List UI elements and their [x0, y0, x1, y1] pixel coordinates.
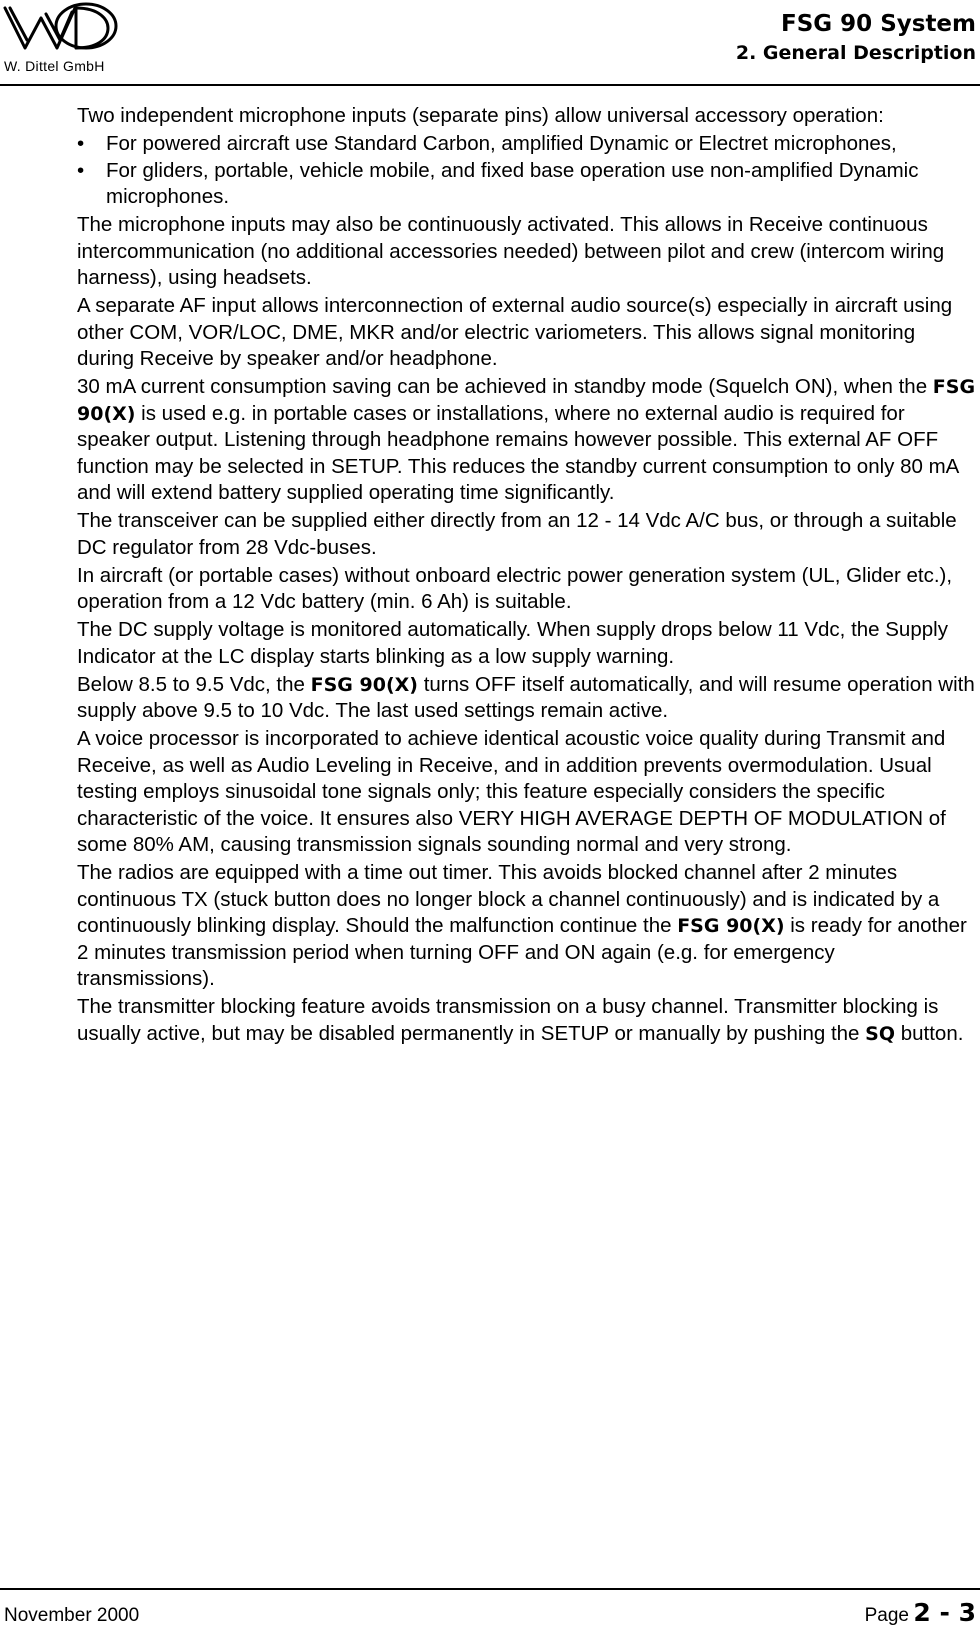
paragraph	[77, 374, 977, 507]
list-item-text: For powered aircraft use Standard Carbon, amplified Dynamic or Electret microphones,	[106, 132, 897, 155]
paragraph-text: button.	[900, 1021, 964, 1045]
bullet-list	[77, 131, 977, 211]
paragraph: A separate AF input allows interconnection of external audio source(s) especially in aircraft using other COM, VOR/LOC, DME, MKR and/or electric variometers. This allows signal monitoring during Receive by speaker and/or headphone.	[77, 294, 953, 370]
header-divider	[0, 84, 980, 86]
header-titles	[736, 10, 976, 68]
paragraph-text: 30 mA current consumption saving can be achieved in standby mode (Squelch ON), when the	[77, 375, 928, 398]
product-name: FSG 90(X)	[77, 376, 976, 425]
paragraph: A voice processor is incorporated to achieve identical acoustic voice quality during Transmit and Receive, as well as Audio Leveling in Receive, and in addition prevents overmodulation. Usual testing employs sinusoidal tone signals only; this feature especially considers the specific characteristic of the voice. It ensures also VERY HIGH AVERAGE DEPTH OF MODULATION of some 80% AM, causing transmission signals sounding normal and very strong.	[77, 727, 946, 856]
list-item-text: For gliders, portable, vehicle mobile, and fixed base operation use non-amplified Dynamic microphones.	[106, 158, 919, 208]
page-body	[77, 103, 977, 1049]
paragraph: The transceiver can be supplied either directly from an 12 - 14 Vdc A/C bus, or through a suitable DC regulator from 28 Vdc-buses.	[77, 509, 957, 559]
product-name: FSG 90(X)	[310, 673, 418, 696]
wd-logo-mark-icon	[2, 2, 122, 62]
paragraph: The microphone inputs may also be continuously activated. This allows in Receive continuous intercommunication (no additional accessories needed) between pilot and crew (intercom wiring harness), using headsets.	[77, 213, 945, 289]
section-title: 2. General Description	[735, 42, 976, 64]
page-number: 2 - 3	[913, 1598, 976, 1627]
paragraph	[77, 672, 977, 725]
list-item	[77, 131, 977, 158]
paragraph-text: Below 8.5 to 9.5 Vdc, the	[77, 672, 305, 696]
page-label: Page	[864, 1605, 909, 1626]
company-name: W. Dittel GmbH	[4, 58, 105, 74]
paragraph-text: turns OFF itself automatically, and will resume operation with supply above 9.5 to 10 Vdc. The last used settings remain active.	[77, 672, 975, 722]
footer-divider	[0, 1588, 980, 1590]
paragraph: In aircraft (or portable cases) without onboard electric power generation system (UL, Glider etc.), operation from a 12 Vdc battery (min. 6 Ah) is suitable.	[77, 563, 953, 613]
bullet-icon: •	[77, 132, 85, 155]
paragraph	[77, 860, 977, 993]
paragraph-text: The radios are equipped with a time out timer. This avoids blocked channel after 2 minutes continuous TX (stuck button does no longer block a channel continuously) and is indicated by a continuously blinking display. Should the malfunction continue the	[77, 861, 940, 937]
page-indicator	[865, 1598, 976, 1627]
product-name: FSG 90(X)	[677, 915, 785, 937]
paragraph: The DC supply voltage is monitored automatically. When supply drops below 11 Vdc, the Supply Indicator at the LC display starts blinking as a low supply warning.	[77, 618, 948, 668]
paragraph-text: is ready for another 2 minutes transmission period when turning OFF and ON again (e.g. for emergency transmissions).	[77, 914, 967, 990]
paragraph: Two independent microphone inputs (separate pins) allow universal accessory operation:	[77, 104, 884, 127]
paragraph-text: is used e.g. in portable cases or installations, where no external audio is required for speaker output. Listening through headphone remains however possible. This external AF OFF function may be selected in SETUP. This reduces the standby current consumption to only 80 mA and will extend battery supplied operating time significantly.	[77, 401, 959, 504]
footer-date: November 2000	[4, 1605, 140, 1626]
bullet-icon: •	[77, 158, 85, 182]
paragraph-text: The transmitter blocking feature avoids transmission on a busy channel. Transmitter blocking is usually active, but may be disabled permanently in SETUP or manually by pushing the	[77, 995, 939, 1045]
sq-button-name: SQ	[865, 1022, 896, 1045]
document-title: FSG 90 System	[781, 11, 976, 37]
paragraph	[77, 994, 977, 1047]
page-header	[0, 0, 980, 86]
list-item	[77, 158, 977, 211]
